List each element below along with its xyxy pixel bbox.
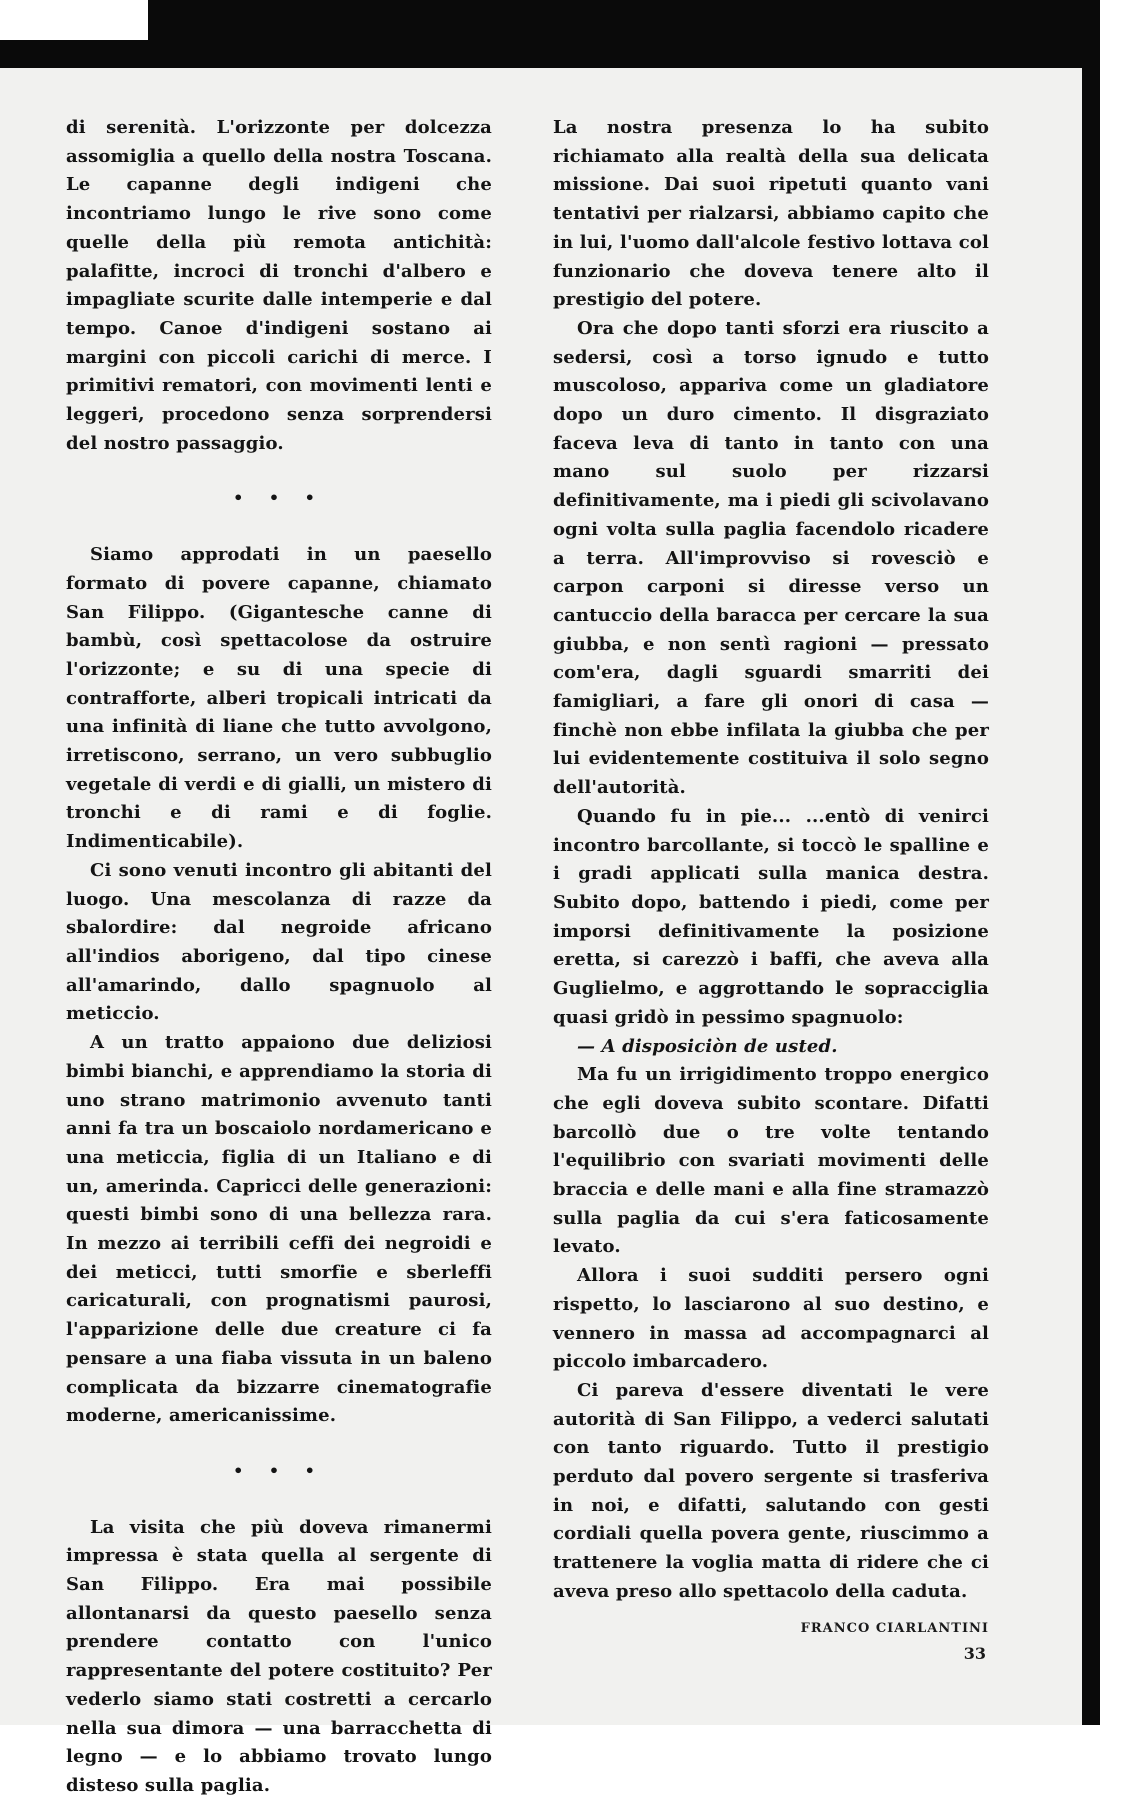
author-signature: FRANCO CIARLANTINI (800, 1620, 989, 1636)
left-paragraph-5: La visita che più doveva rimanermi impressa è stata quella al sergente di San Filippo. Era mai possibile allontanarsi da questo paesello senza prendere contatto con l'unico rappresentante del potere costituito? Per vederlo siamo stati costretti a cercarlo nella sua dimora — una barracchetta di legno — e lo abbiamo trovato lungo disteso sulla paglia. (66, 1516, 492, 1796)
page-number: 33 (963, 1644, 986, 1663)
scan-border-right (1082, 0, 1100, 1725)
section-break-2: • • • (233, 1460, 325, 1480)
right-paragraph-3: Quando fu in pie... ...entò di venirci incontro barcollante, si toccò le spalline e i gradi applicati sulla manica destra. Subito dopo, battendo i piedi, come per imporsi definitivamente la posizione eretta, si carezzò i baffi, che aveva alla Guglielmo, e aggrottando le sopracciglia quasi gridò in pessimo spagnuolo: (553, 805, 989, 1028)
magazine-page (0, 68, 1082, 1796)
right-paragraph-1: La nostra presenza lo ha subito richiamato alla realtà della sua delicata missione. Dai suoi ripetuti quanto vani tentativi per rialzarsi, abbiamo capito che in lui, l'uomo dall'alcole festivo lottava col funzionario che doveva tenere alto il prestigio del potere. (553, 117, 989, 311)
right-speech-line: — A disposiciòn de usted. (577, 1035, 838, 1057)
right-paragraph-2: Ora che dopo tanti sforzi era riuscito a sedersi, così a torso ignudo e tutto muscoloso, appariva come un gladiatore dopo un duro cimento. Il disgraziato faceva leva di tanto in tanto con una mano sul suolo per rizzarsi definitivamente, ma i piedi gli scivolavano ogni volta sulla paglia facendolo ricadere a terra. All'improvviso si rovesciò e carpon carponi si diresse verso un cantuccio della baracca per cercare la sua giubba, e non sentì ragioni — pressato com'era, dagli sguardi smarriti dei famigliari, a fare gli onori di casa — finchè non ebbe infilata la giubba che per lui evidentemente costituiva il solo segno dell'autorità. (553, 317, 989, 799)
right-paragraph-6: Allora i suoi sudditi persero ogni rispetto, lo lasciarono al suo destino, e vennero in massa ad accompagnarci al piccolo imbarcadero. (553, 1265, 989, 1373)
left-paragraph-4: A un tratto appaiono due deliziosi bimbi bianchi, e apprendiamo la storia di uno strano matrimonio avvenuto tanti anni fa tra un boscaiolo nordamericano e una meticcia, figlia di un Italiano e di un, amerinda. Capricci delle generazioni: questi bimbi sono di una bellezza rara. In mezzo ai terribili ceffi dei negroidi e dei meticci, tutti smorfie e sberleffi caricaturali, con prognatismi paurosi, l'apparizione delle due creature ci fa pensare a una fiaba vissuta in un baleno complicata da bizzarre cinematografie moderne, americanissime. (66, 1032, 492, 1427)
right-paragraph-7: Ci pareva d'essere diventati le vere autorità di San Filippo, a vederci salutati con tanto riguardo. Tutto il prestigio perduto dal povero sergente si trasferiva in noi, e difatti, salutando con gesti cordiali quella povera gente, riuscimmo a trattenere la voglia matta di ridere che ci aveva preso allo spettacolo della caduta. (553, 1379, 989, 1602)
scan-margin-right (1100, 0, 1135, 1725)
right-paragraph-5: Ma fu un irrigidimento troppo energico che egli doveva subito scontare. Difatti barcollò due o tre volte tentando l'equilibrio con svariati movimenti delle braccia e delle mani e alla fine stramazzò sulla paglia da cui s'era faticosamente levato. (553, 1064, 989, 1258)
scan-border-notch (0, 0, 148, 40)
left-column (66, 114, 492, 1801)
right-column (553, 114, 989, 1643)
left-paragraph-1: di serenità. L'orizzonte per dolcezza assomiglia a quello della nostra Toscana. Le capanne degli indigeni che incontriamo lungo le rive sono come quelle della più remota antichità: palafitte, incroci di tronchi d'albero e impagliate scurite dalle intemperie e dal tempo. Canoe d'indigeni sostano ai margini con piccoli carichi di merce. I primitivi rematori, con movimenti lenti e leggeri, procedono senza sorprendersi del nostro passaggio. (66, 117, 492, 454)
scan-border-top (0, 0, 1100, 68)
left-paragraph-3: Ci sono venuti incontro gli abitanti del luogo. Una mescolanza di razze da sbalordire: dal negroide africano all'indios aborigeno, dal tipo cinese all'amarindo, dallo spagnuolo al meticcio. (66, 859, 492, 1025)
section-break-1: • • • (233, 488, 325, 508)
left-paragraph-2: Siamo approdati in un paesello formato di povere capanne, chiamato San Filippo. (Gigantesche canne di bambù, così spettacolose da ostruire l'orizzonte; e su di una specie di contrafforte, alberi tropicali intricati da una infinità di liane che tutto avvolgono, irretiscono, serrano, un vero subbuglio vegetale di verdi e di gialli, un mistero di tronchi e di rami e di foglie. Indimenticabile). (66, 544, 492, 853)
